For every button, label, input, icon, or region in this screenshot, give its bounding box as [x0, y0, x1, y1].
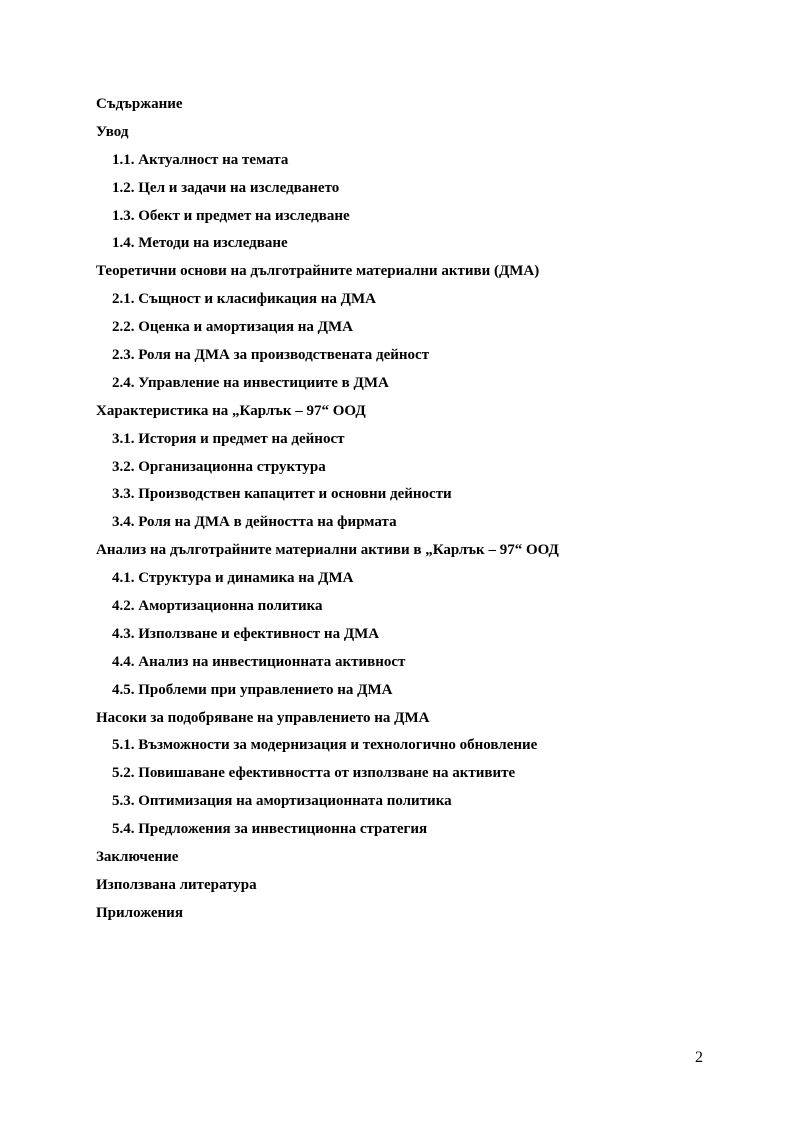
toc-appendices: Приложения [96, 904, 183, 921]
toc-heading: Съдържание [96, 96, 183, 112]
toc-item: 5.2. Повишаване ефективността от използване на активите [112, 765, 516, 782]
toc-references: Използвана литература [96, 876, 257, 893]
toc-item: 4.1. Структура и динамика на ДМА [112, 570, 354, 587]
toc-item: 4.5. Проблеми при управлението на ДМА [112, 681, 393, 698]
toc-item: 5.3. Оптимизация на амортизационната политика [112, 793, 452, 810]
toc-item: 4.3. Използване и ефективност на ДМА [112, 625, 380, 642]
toc-item: 2.3. Роля на ДМА за производствената дейност [112, 347, 430, 364]
toc-chapter-title: Анализ на дълготрайните материални активи в „Карлък – 97“ ООД [96, 542, 559, 559]
toc-item: 1.1. Актуалност на темата [112, 151, 289, 168]
toc-chapter-title: Насоки за подобряване на управлението на ДМА [96, 709, 430, 726]
toc-item: 3.2. Организационна структура [112, 458, 326, 475]
toc-item: 5.4. Предложения за инвестиционна стратегия [112, 821, 428, 838]
toc-item: 1.4. Методи на изследване [112, 235, 288, 252]
toc-item: 2.1. Същност и класификация на ДМА [112, 291, 376, 308]
toc-item: 1.2. Цел и задачи на изследването [112, 179, 340, 196]
toc-chapter-title: Характеристика на „Карлък – 97“ ООД [96, 402, 366, 419]
toc-item: 2.4. Управление на инвестициите в ДМА [112, 374, 389, 391]
toc-conclusion: Заключение [96, 849, 179, 866]
toc-item: 5.1. Възможности за модернизация и технологично обновление [112, 737, 538, 754]
toc-item: 3.4. Роля на ДМА в дейността на фирмата [112, 514, 397, 531]
table-of-contents [96, 91, 736, 928]
toc-item: 1.3. Обект и предмет на изследване [112, 207, 350, 224]
toc-chapter-title: Теоретични основи на дълготрайните материални активи (ДМА) [96, 263, 540, 280]
toc-item: 3.3. Производствен капацитет и основни дейности [112, 486, 452, 503]
toc-item: 3.1. История и предмет на дейност [112, 430, 345, 447]
page-number: 2 [695, 1049, 703, 1066]
toc-item: 4.4. Анализ на инвестиционната активност [112, 653, 406, 670]
toc-item: 4.2. Амортизационна политика [112, 598, 323, 615]
toc-intro-title: Увод [96, 123, 129, 140]
toc-item: 2.2. Оценка и амортизация на ДМА [112, 319, 353, 336]
